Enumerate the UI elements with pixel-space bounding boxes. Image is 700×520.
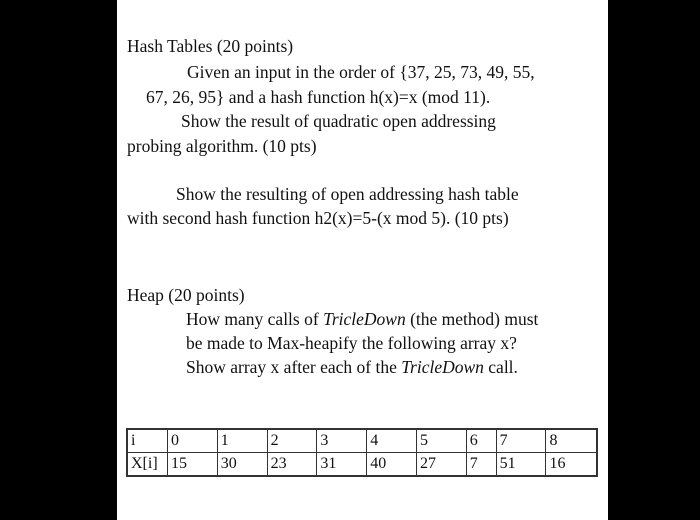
value-cell: 16: [546, 453, 597, 477]
index-cell: 7: [496, 429, 546, 453]
index-cell: 6: [466, 429, 496, 453]
index-cell: 8: [546, 429, 597, 453]
heap-text-line-3: [186, 355, 518, 379]
heap-text-line-2: be made to Max-heapify the following array x?: [186, 333, 517, 353]
hash-text-line-6: with second hash function h2(x)=5-(x mod 5). (10 pts): [127, 208, 509, 228]
value-cell: 27: [416, 453, 466, 477]
hash-text-line-1: Given an input in the order of {37, 25, 73, 49, 55,: [187, 62, 535, 82]
heap-method-name: TricleDown: [323, 309, 406, 329]
heap-line3-method: TricleDown: [401, 357, 484, 377]
index-cell: 3: [317, 429, 367, 453]
heap-heading: Heap (20 points): [127, 285, 245, 305]
heap-text-line-1: [186, 307, 538, 331]
index-cell: 0: [168, 429, 218, 453]
index-cell: 2: [267, 429, 317, 453]
heap-array-table: [126, 428, 598, 477]
row-label-index: i: [127, 429, 168, 453]
value-cell: 23: [267, 453, 317, 477]
hash-text-line-4: probing algorithm. (10 pts): [127, 136, 317, 156]
heap-line3-post: call.: [483, 357, 518, 377]
index-cell: 4: [367, 429, 417, 453]
value-cell: 30: [217, 453, 267, 477]
document-page: [117, 0, 608, 520]
row-label-values: X[i]: [127, 453, 168, 477]
heap-line1-post: (the method) must: [405, 309, 539, 329]
hash-text-line-5: Show the resulting of open addressing hash table: [176, 184, 519, 204]
hash-text-line-3: Show the result of quadratic open addressing: [181, 111, 496, 131]
value-cell: 7: [466, 453, 496, 477]
hash-text-line-2: 67, 26, 95} and a hash function h(x)=x (mod 11).: [146, 87, 491, 107]
index-cell: 1: [217, 429, 267, 453]
value-cell: 31: [317, 453, 367, 477]
heap-line1-pre: How many calls of: [186, 309, 324, 329]
hash-heading: Hash Tables (20 points): [127, 36, 294, 56]
table-row-values: [127, 453, 597, 477]
value-cell: 40: [367, 453, 417, 477]
value-cell: 15: [168, 453, 218, 477]
value-cell: 51: [496, 453, 546, 477]
table-row-index: [127, 429, 597, 453]
index-cell: 5: [416, 429, 466, 453]
heap-line3-pre: Show array x after each of the: [186, 357, 402, 377]
